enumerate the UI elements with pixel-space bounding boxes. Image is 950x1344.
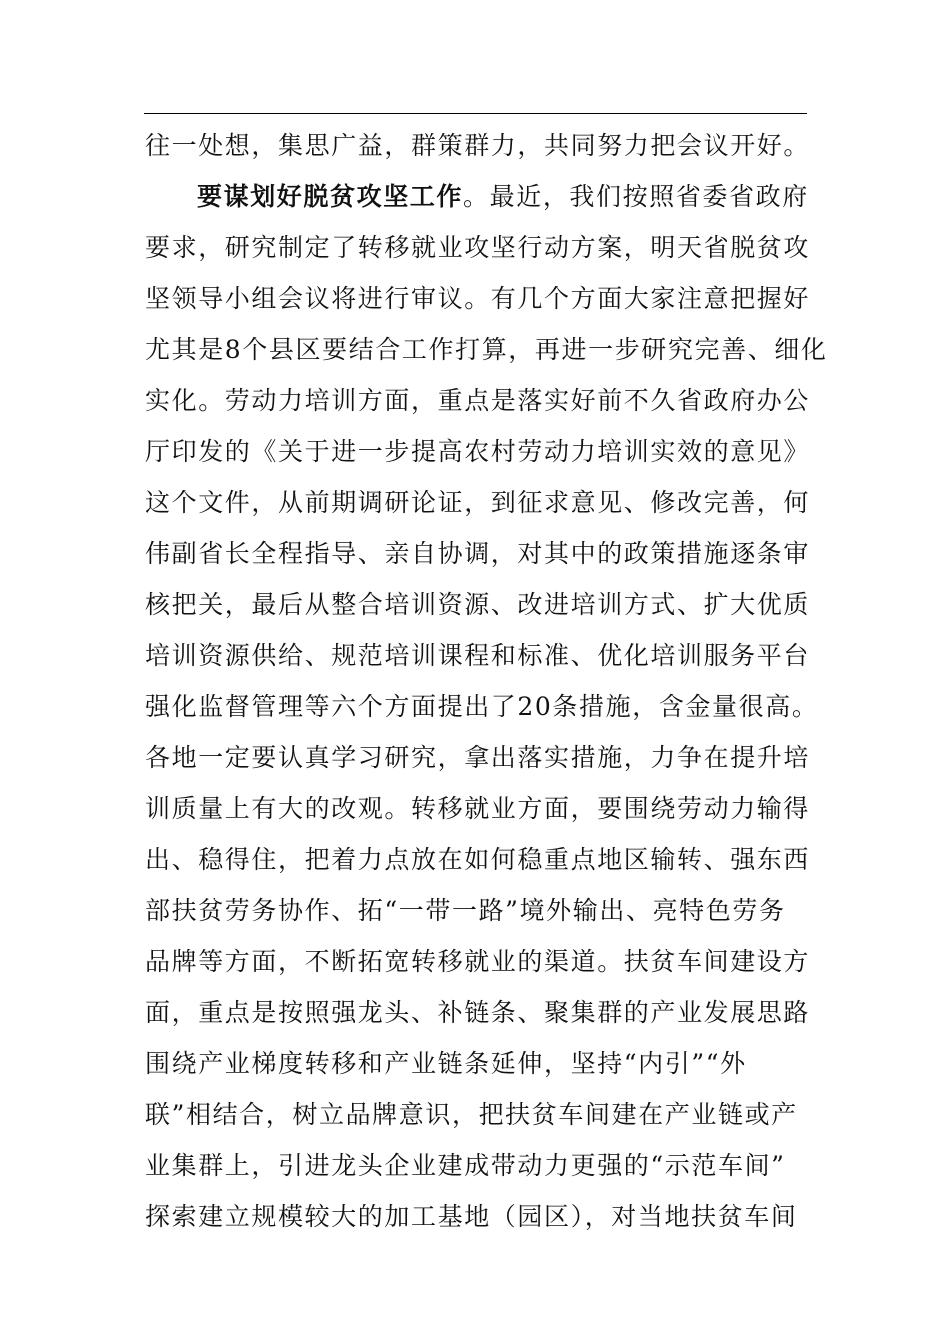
text-line-5: 尤其是8个县区要结合工作打算，再进一步研究完善、细化 — [145, 335, 828, 364]
text-line-10: 核把关，最后从整合培训资源、改进培训方式、扩大优质 — [145, 590, 811, 619]
text-line-3: 要求，研究制定了转移就业攻坚行动方案，明天省脱贫攻 — [145, 233, 811, 262]
text-line-12: 强化监督管理等六个方面提出了20条措施，含金量很高。 — [145, 692, 819, 721]
text-line-7: 厅印发的《关于进一步提高农村劳动力培训实效的意见》 — [145, 437, 811, 466]
text-line-20: 联”相结合，树立品牌意识，把扶贫车间建在产业链或产 — [145, 1100, 798, 1129]
paragraph-lead-phrase: 要谋划好脱贫攻坚工作 — [197, 182, 464, 211]
text-line-21: 业集群上，引进龙头企业建成带动力更强的“示范车间” — [145, 1151, 786, 1180]
header-rule — [144, 113, 807, 114]
text-line-22: 探索建立规模较大的加工基地（园区），对当地扶贫车间 — [145, 1202, 798, 1231]
text-line-6: 实化。劳动力培训方面，重点是落实好前不久省政府办公 — [145, 386, 811, 415]
text-line-9: 伟副省长全程指导、亲自协调，对其中的政策措施逐条审 — [145, 539, 811, 568]
text-line-19: 围绕产业梯度转移和产业链条延伸，坚持“内引”“外 — [145, 1049, 747, 1078]
paragraph-start-line — [145, 175, 808, 226]
text-line-4: 坚领导小组会议将进行审议。有几个方面大家注意把握好 — [145, 284, 811, 313]
paragraph-start-text: 。最近，我们按照省委省政府 — [463, 182, 809, 211]
body-text — [145, 124, 828, 1246]
text-line-15: 出、稳得住，把着力点放在如何稳重点地区输转、强东西 — [145, 845, 811, 874]
text-line-13: 各地一定要认真学习研究，拿出落实措施，力争在提升培 — [145, 743, 811, 772]
text-line-14: 训质量上有大的改观。转移就业方面，要围绕劳动力输得 — [145, 794, 811, 823]
text-line-16: 部扶贫劳务协作、拓“一带一路”境外输出、亮特色劳务 — [145, 896, 786, 925]
text-line-11: 培训资源供给、规范培训课程和标准、优化培训服务平台 — [145, 641, 811, 670]
text-line-17: 品牌等方面，不断拓宽转移就业的渠道。扶贫车间建设方 — [145, 947, 811, 976]
text-line-1: 往一处想，集思广益，群策群力，共同努力把会议开好。 — [145, 131, 811, 160]
text-line-18: 面，重点是按照强龙头、补链条、聚集群的产业发展思路 — [145, 998, 811, 1027]
text-line-8: 这个文件，从前期调研论证，到征求意见、修改完善，何 — [145, 488, 811, 517]
